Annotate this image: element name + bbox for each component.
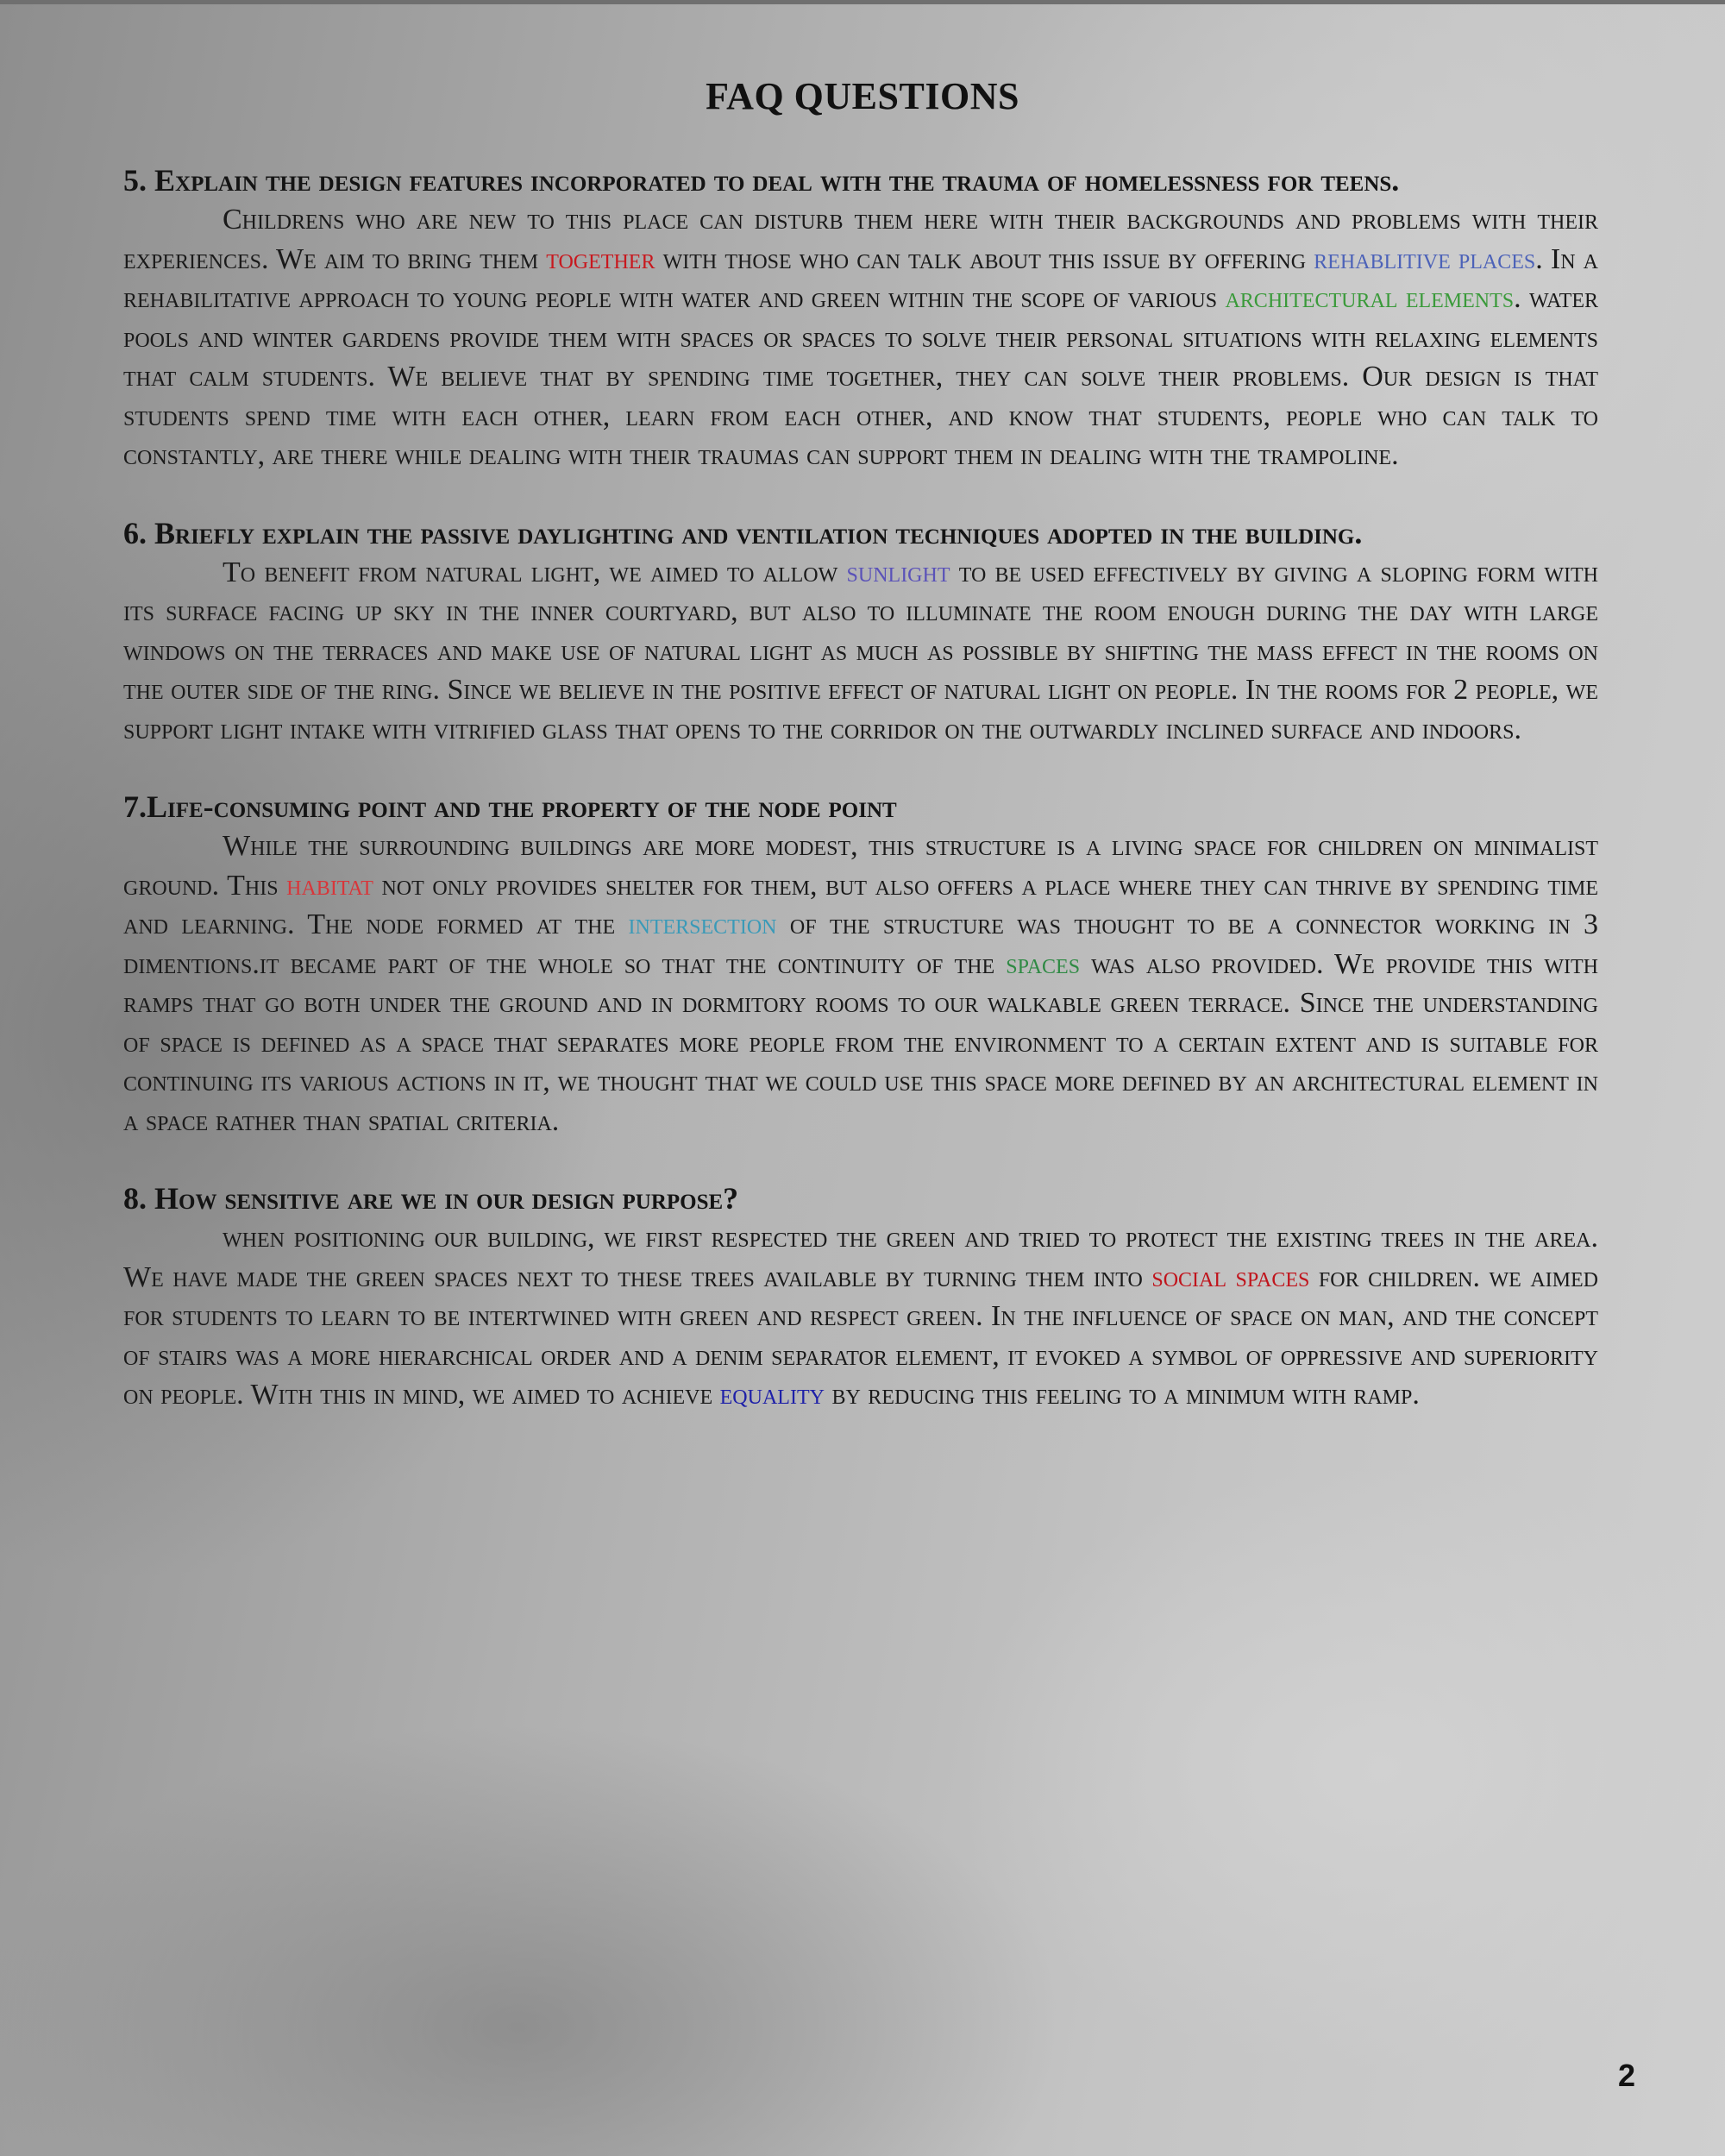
highlight-sunlight: sunlight (846, 556, 950, 588)
answer-text: was also provided. We provide this with ramps that go both under the ground and in dormitory rooms to our walkable green terrace. Since the understanding of space is defined as a space that separates more people from the environment to a certain extent and is suitable for continuing its various actions in it, we thought that we could use this space more defined by an architectural element in a space rather than spatial criteria. (123, 947, 1598, 1137)
answer-text: when positioning our building, we first respected the green and tried to protect the existing trees in the area. We have made the green spaces next to these trees available by turning them into (123, 1222, 1598, 1293)
faq-content (123, 160, 1598, 1453)
highlight-intersection: intersection (628, 908, 777, 940)
faq-question: 6. Briefly explain the passive daylighting and ventilation techniques adopted in the building. (123, 515, 1363, 550)
faq-section-8 (123, 1179, 1598, 1415)
faq-question: 5. Explain the design features incorporated to deal with the trauma of homelessness for teens. (123, 163, 1400, 198)
faq-question: 7.Life-consuming point and the property of the node point (123, 789, 897, 824)
highlight-social-spaces: social spaces (1151, 1260, 1310, 1293)
answer-text: While the surrounding buildings are more modest, this structure is a living space for children on minimalist ground. This (123, 830, 1598, 902)
faq-section-6 (123, 513, 1598, 750)
answer-text: with those who can talk about this issue by offering (655, 242, 1314, 275)
faq-answer (123, 1218, 1598, 1415)
answer-text: by reducing this feeling to a minimum with ramp. (824, 1379, 1420, 1411)
answer-text: . In a rehabilitative approach to young people with water and green within the scope of various (123, 242, 1599, 314)
faq-answer (123, 827, 1598, 1141)
answer-text: To benefit from natural light, we aimed to allow (223, 556, 847, 588)
highlight-equality: equality (719, 1379, 825, 1411)
faq-answer (123, 553, 1598, 750)
answer-text: of the structure was thought to be a connector working in 3 dimentions.it became part of the whole so that the continuity of the (123, 908, 1598, 980)
faq-section-5 (123, 160, 1598, 475)
faq-question: 8. How sensitive are we in our design purpose? (123, 1181, 739, 1216)
highlight-spaces: spaces (1006, 947, 1081, 980)
answer-text: Childrens who are new to this place can disturb them here with their backgrounds and problems with their experiences. We aim to bring them (123, 204, 1598, 275)
highlight-architectural-elements: architectural elements (1225, 282, 1515, 314)
answer-text: not only provides shelter for them, but also offers a place where they can thrive by spending time and learning. The node formed at the (123, 869, 1598, 940)
answer-text: for children. we aimed for students to learn to be intertwined with green and respect green. In the influence of space on man, and the concept of stairs was a more hierarchical order and a denim separator element, it evoked a symbol of oppressive and superiority on people. With this in mind, we aimed to achieve (123, 1260, 1599, 1411)
page-number: 2 (1618, 2058, 1636, 2093)
highlight-together: together (546, 242, 656, 275)
page-title: FAQ QUESTIONS (706, 75, 1019, 117)
faq-answer (123, 200, 1598, 475)
top-border-rule (0, 0, 1725, 4)
answer-text: . water pools and winter gardens provide them with spaces or spaces to solve their personal situations with relaxing elements that calm students. We believe that by spending time together, they can solve their problems. Our design is that students spend time with each other, learn from each other, and know that students, people who can talk to constantly, are there while dealing with their traumas can support them in dealing with the trampoline. (123, 282, 1598, 471)
highlight-rehablitive-places: rehablitive places (1314, 242, 1536, 275)
faq-section-7 (123, 787, 1598, 1141)
answer-text: to be used effectively by giving a sloping form with its surface facing up sky in the inner courtyard, but also to illuminate the room enough during the day with large windows on the terraces and make use of natural light as much as possible by shifting the mass effect in the rooms on the outer side of the ring. Since we believe in the positive effect of natural light on people. In the rooms for 2 people, we support light intake with vitrified glass that opens to the corridor on the outwardly inclined surface and indoors. (123, 556, 1599, 745)
highlight-habitat: habitat (286, 869, 373, 902)
